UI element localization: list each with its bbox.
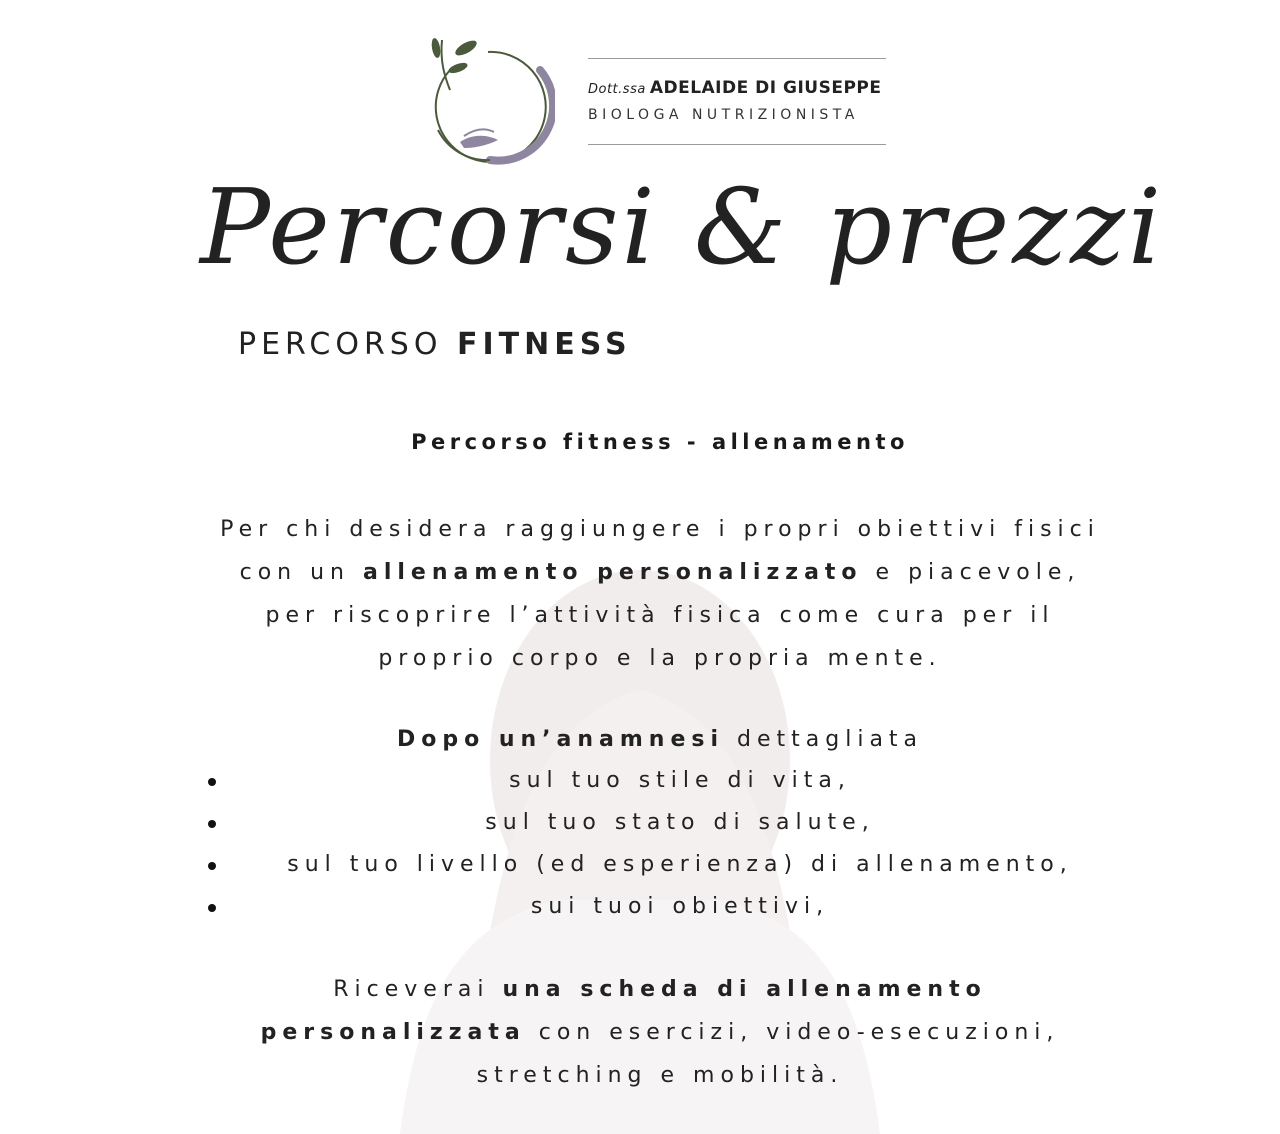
logo-top-divider <box>588 58 886 59</box>
section-heading: Percorso fitness - allenamento <box>411 430 909 454</box>
page-subtitle: PERCORSO FITNESS <box>238 327 632 362</box>
logo-bottom-divider <box>588 144 886 145</box>
result-paragraph: Riceverai una scheda di allenamento personalizzata con esercizi, video-esecuzioni, stretching e mobilità. <box>260 977 1060 1088</box>
bullet-icon <box>208 778 216 786</box>
list-item: sul tuo stile di vita, <box>200 760 1160 802</box>
list-item: sul tuo stato di salute, <box>200 802 1160 844</box>
intro-paragraph: Per chi desidera raggiungere i propri obiettivi fisici con un allenamento personalizzato e piacevole, per riscoprire l’attività fisica come cura per il proprio corpo e la propria mente. <box>220 517 1100 671</box>
logo-icon <box>420 30 555 165</box>
anamnesi-list <box>200 760 1160 928</box>
logo-name: Dott.ssa ADELAIDE DI GIUSEPPE <box>588 78 882 98</box>
logo-subtitle: BIOLOGA NUTRIZIONISTA <box>588 107 859 123</box>
page-title: Percorsi & prezzi <box>200 166 1165 288</box>
anamnesi-line: Dopo un’anamnesi dettagliata <box>396 727 924 752</box>
list-item: sui tuoi obiettivi, <box>200 886 1160 928</box>
list-item: sul tuo livello (ed esperienza) di allenamento, <box>200 844 1160 886</box>
bullet-icon <box>208 862 216 870</box>
bullet-icon <box>208 904 216 912</box>
bullet-icon <box>208 820 216 828</box>
